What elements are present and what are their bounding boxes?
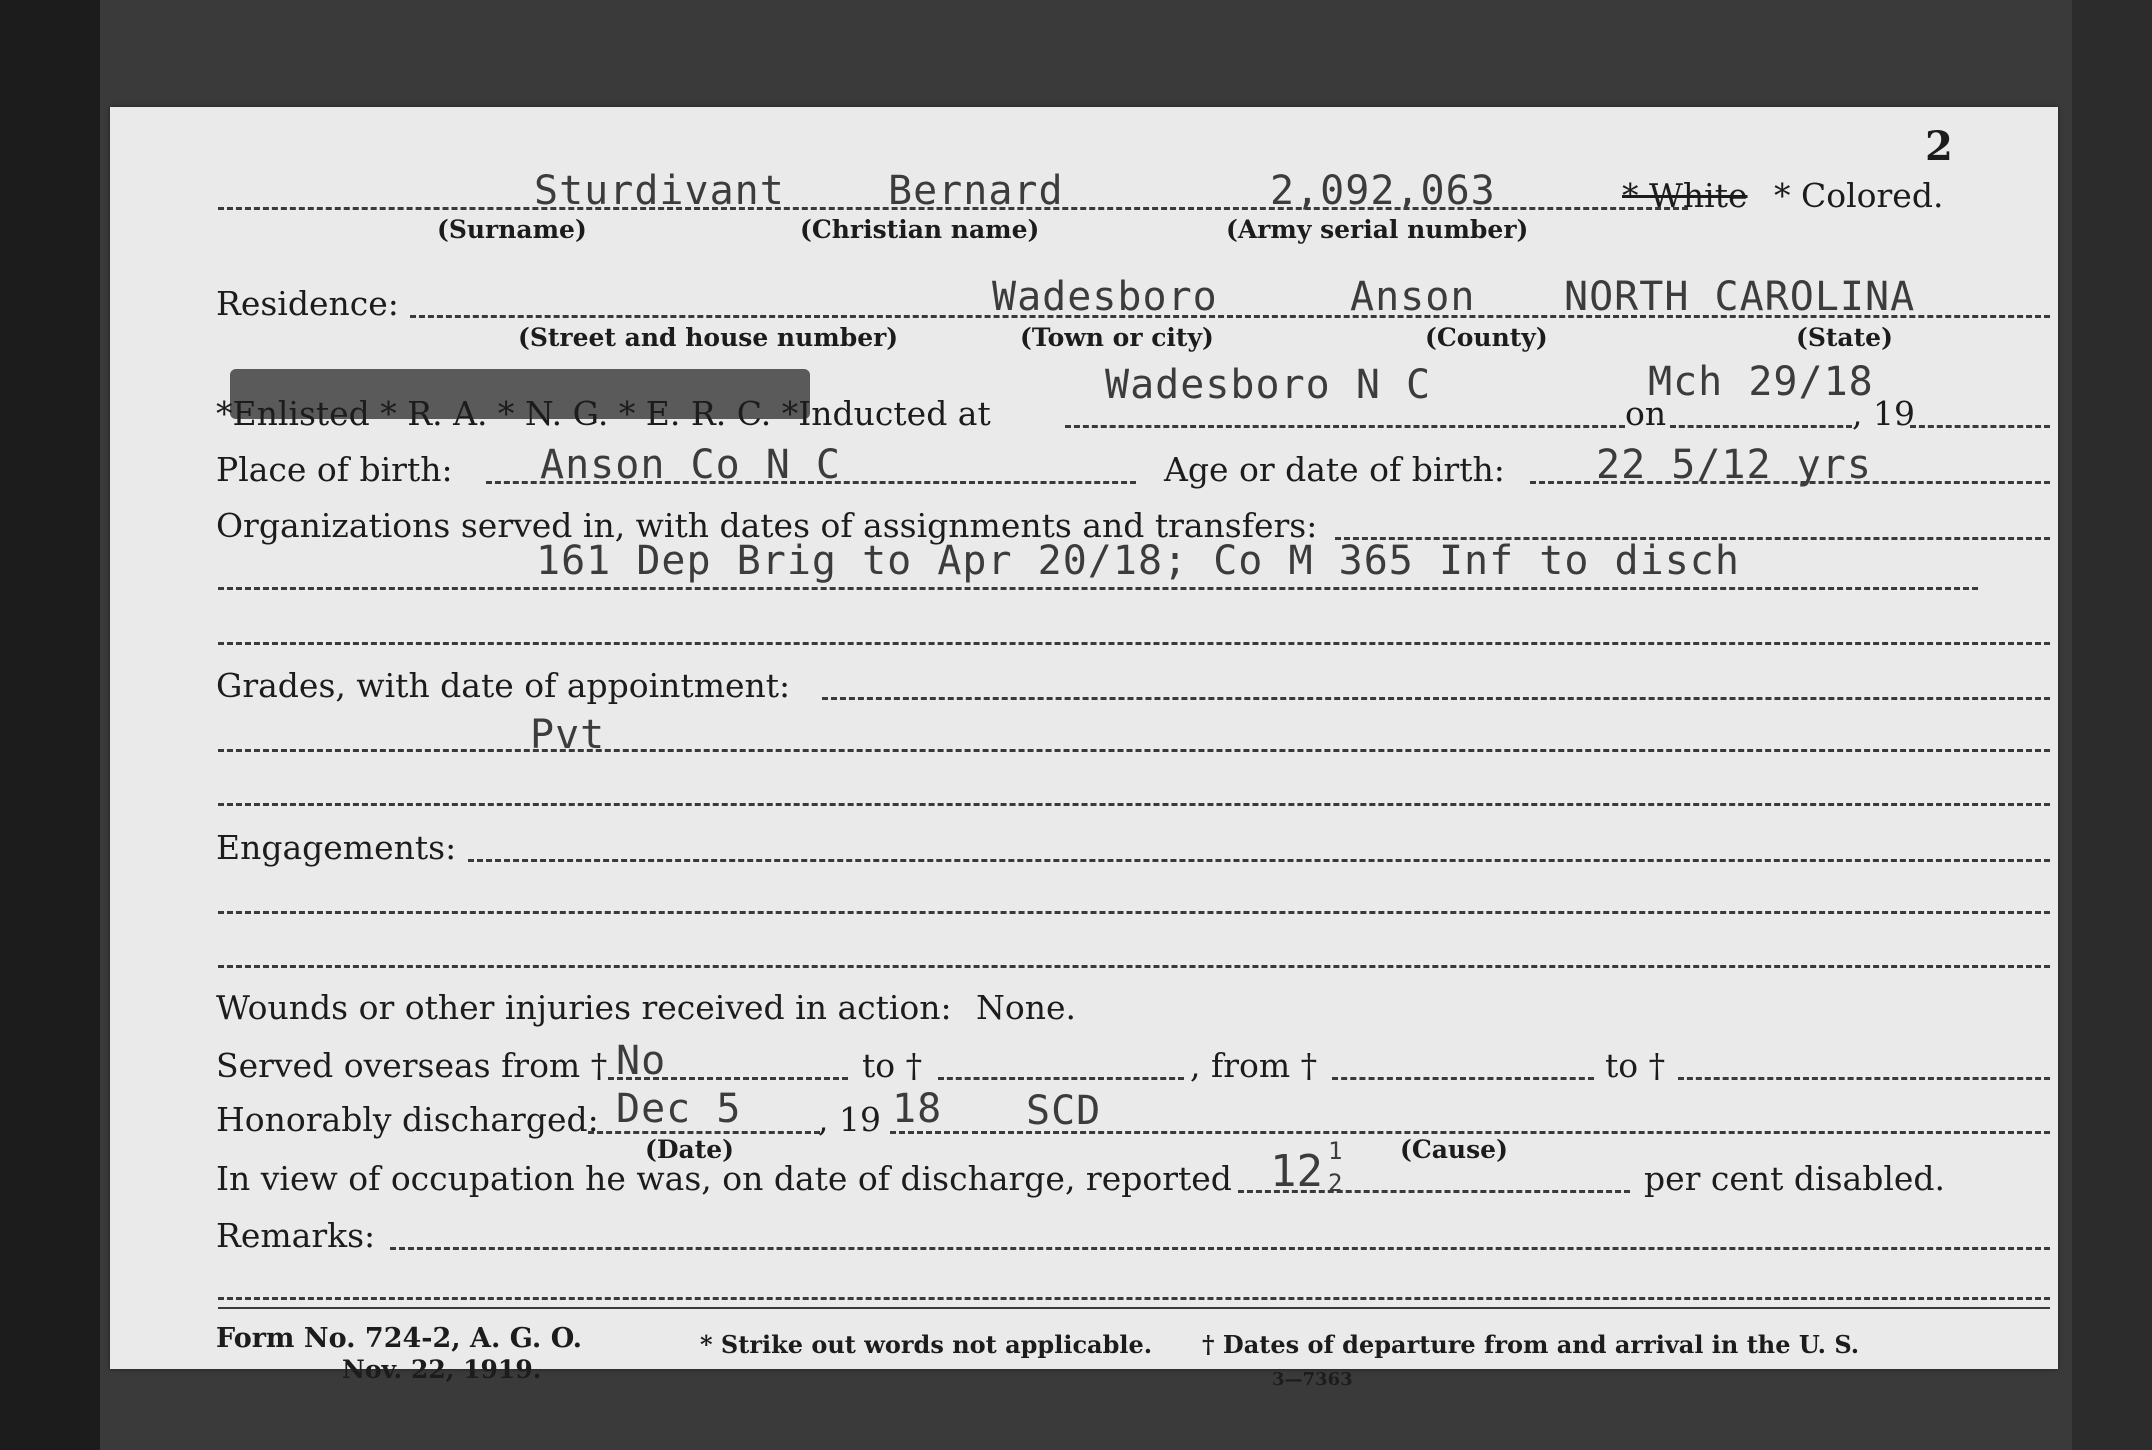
christian-name-value: Bernard: [888, 168, 1064, 214]
service-record-card: [110, 107, 2058, 1390]
grades-value: Pvt: [530, 712, 606, 758]
surname-caption: (Surname): [437, 215, 587, 244]
discharge-date-caption: (Date): [645, 1135, 734, 1164]
form-date: Nov. 22, 1919.: [342, 1355, 542, 1384]
organizations-line-2: [218, 587, 1978, 590]
discharge-year-prefix: , 19: [818, 1100, 881, 1139]
scan-edge-right: [2072, 0, 2152, 1450]
street-caption: (Street and house number): [518, 323, 899, 352]
surname-value: Sturdivant: [534, 168, 785, 214]
induction-on-label: on: [1625, 394, 1667, 433]
induction-year-suffix: , 19: [1852, 394, 1915, 433]
engagements-line-3: [218, 965, 2050, 968]
disability-label: In view of occupation he was, on date of discharge, reported: [216, 1159, 1232, 1198]
grades-label: Grades, with date of appointment:: [216, 666, 791, 705]
disability-percent-numerator: 1: [1328, 1137, 1343, 1165]
discharge-cause-line: [972, 1131, 2050, 1134]
disability-suffix: per cent disabled.: [1644, 1159, 1946, 1198]
remarks-line-3: [218, 1307, 2050, 1309]
grades-line-3: [218, 803, 2050, 806]
overseas-from-value: No: [616, 1038, 667, 1084]
age-label: Age or date of birth:: [1164, 450, 1505, 489]
state-caption: (State): [1796, 323, 1893, 352]
engagements-label: Engagements:: [216, 828, 457, 867]
grades-line-1: [822, 697, 2050, 700]
disability-percent-denominator: 2: [1328, 1169, 1343, 1197]
residence-county-value: Anson: [1350, 274, 1476, 320]
overseas-to2-line: [1678, 1077, 2050, 1080]
grades-line-2: [218, 749, 2050, 752]
engagements-line-1: [468, 859, 2050, 862]
residence-town-value: Wadesboro: [992, 274, 1218, 320]
organizations-line-3: [218, 642, 2050, 645]
race-white-option: * White: [1622, 176, 1748, 215]
wounds-value: None.: [976, 988, 1077, 1027]
overseas-to2-label: to †: [1605, 1046, 1666, 1085]
discharge-cause-caption: (Cause): [1400, 1135, 1508, 1164]
scan-edge-left: [0, 0, 100, 1450]
dagger-note: † Dates of departure from and arrival in the U. S.: [1202, 1330, 1860, 1359]
overseas-from2-line: [1332, 1077, 1594, 1080]
overseas-to-label: to †: [862, 1046, 923, 1085]
card-number: 2: [1925, 123, 1953, 170]
christian-name-caption: (Christian name): [800, 215, 1040, 244]
serial-number-value: 2,092,063: [1270, 168, 1496, 214]
serial-number-caption: (Army serial number): [1226, 215, 1529, 244]
birth-place-value: Anson Co N C: [540, 442, 841, 488]
remarks-line-1: [390, 1247, 2050, 1250]
induction-place-line: [1065, 425, 1625, 428]
discharge-cause-value: SCD: [1026, 1088, 1102, 1134]
overseas-from2-label: , from †: [1190, 1046, 1318, 1085]
engagements-line-2: [218, 911, 2050, 914]
discharge-year-value: 18: [892, 1086, 943, 1132]
print-code: 3—7363: [1272, 1369, 1353, 1390]
residence-label: Residence:: [216, 284, 399, 323]
overseas-from-label: Served overseas from †: [216, 1046, 608, 1085]
discharge-label: Honorably discharged:: [216, 1100, 599, 1139]
county-caption: (County): [1425, 323, 1548, 352]
disability-percent-whole: 12: [1270, 1146, 1323, 1197]
strike-note: * Strike out words not applicable.: [700, 1330, 1153, 1359]
age-value: 22 5/12 yrs: [1596, 442, 1872, 488]
organizations-label: Organizations served in, with dates of assignments and transfers:: [216, 506, 1318, 545]
discharge-date-value: Dec 5: [616, 1086, 742, 1132]
birth-place-label: Place of birth:: [216, 450, 453, 489]
induction-place-value: Wadesboro N C: [1105, 362, 1432, 408]
induction-date-line: [1670, 425, 1852, 428]
induction-label: *Enlisted * R. A. * N. G. * E. R. C. *Inducted at: [216, 394, 991, 433]
induction-year-line: [1910, 425, 2050, 428]
overseas-to-line: [938, 1077, 1184, 1080]
induction-date-value: Mch 29/18: [1648, 359, 1874, 405]
race-colored-option: * Colored.: [1774, 176, 1944, 215]
residence-state-value: NORTH CAROLINA: [1564, 274, 1916, 320]
town-caption: (Town or city): [1020, 323, 1214, 352]
remarks-line-2: [218, 1297, 2050, 1300]
wounds-label: Wounds or other injuries received in action:: [216, 988, 952, 1027]
remarks-label: Remarks:: [216, 1216, 376, 1255]
organizations-value: 161 Dep Brig to Apr 20/18; Co M 365 Inf to disch: [536, 538, 1740, 584]
form-number: Form No. 724-2, A. G. O.: [216, 1323, 583, 1354]
